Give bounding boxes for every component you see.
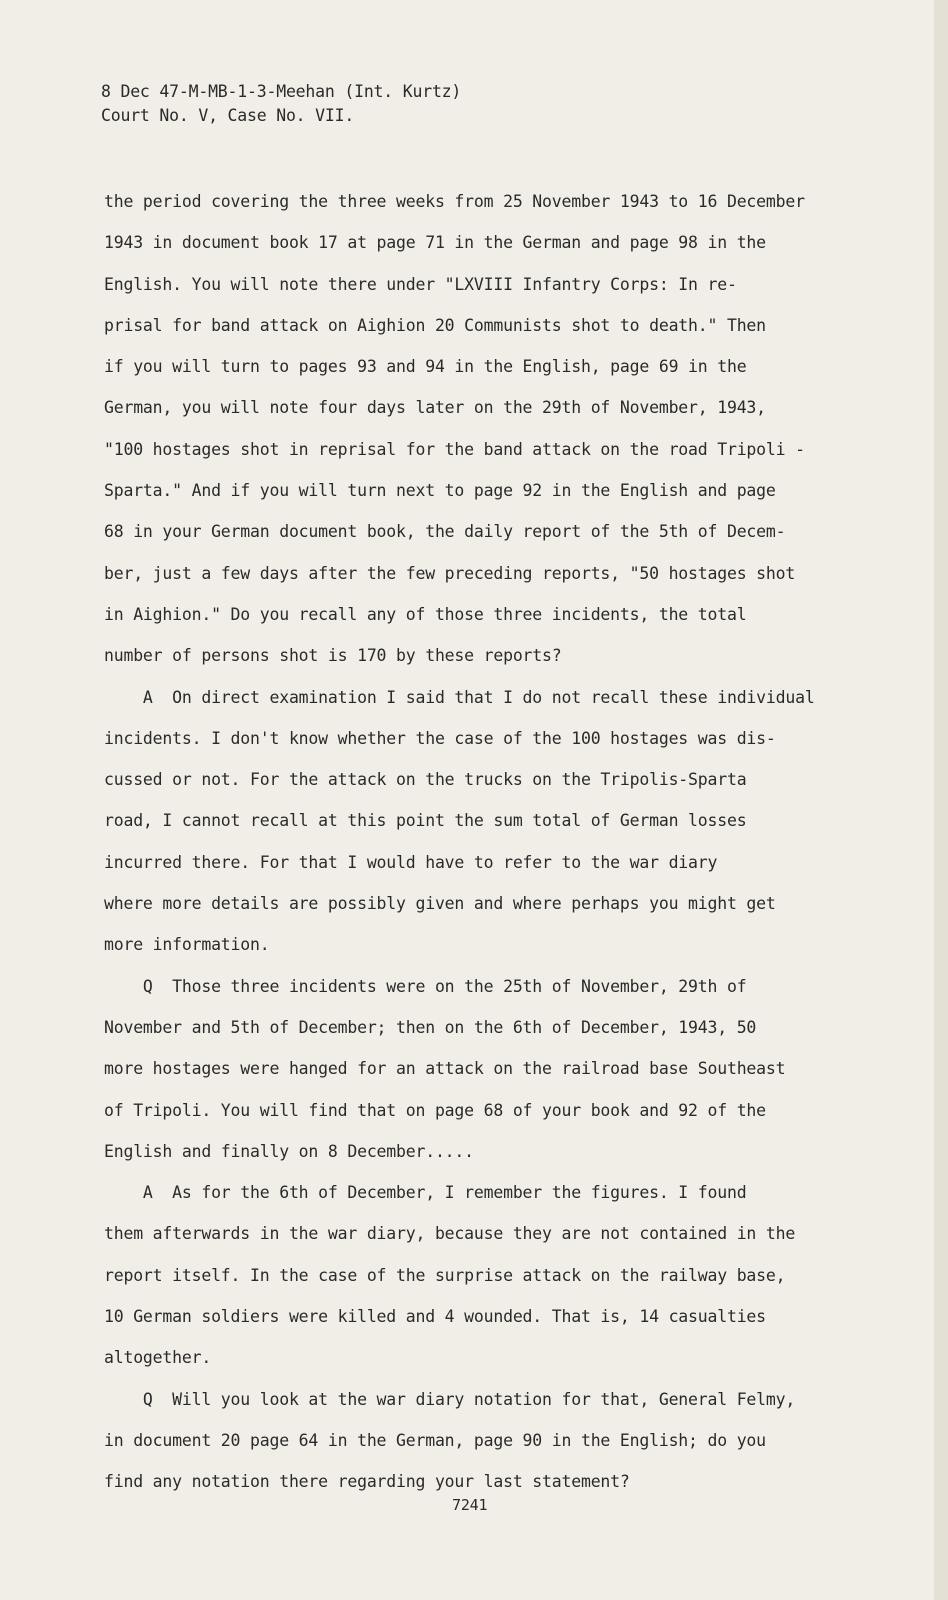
transcript-line: them afterwards in the war diary, because they are not contained in the <box>104 1224 796 1244</box>
transcript-line: report itself. In the case of the surprise attack on the railway base, <box>104 1265 786 1285</box>
transcript-line: Sparta." And if you will turn next to page 92 in the English and page <box>104 481 776 501</box>
transcript-line: the period covering the three weeks from 25 November 1943 to 16 December <box>104 192 805 211</box>
transcript-line: more information. <box>104 935 270 955</box>
transcript-line: altogether. <box>104 1348 212 1368</box>
transcript-line: "100 hostages shot in reprisal for the band attack on the road Tripoli - <box>104 439 805 459</box>
transcript-line: where more details are possibly given and where perhaps you might get <box>104 894 776 914</box>
transcript-line: number of persons shot is 170 by these reports? <box>104 646 562 666</box>
transcript-line: November and 5th of December; then on the 6th of December, 1943, 50 <box>104 1017 757 1037</box>
transcript-line: in Aighion." Do you recall any of those three incidents, the total <box>104 604 747 624</box>
transcript-line: if you will turn to pages 93 and 94 in the English, page 69 in the <box>104 357 747 377</box>
transcript-body <box>104 181 874 1503</box>
transcript-line: incidents. I don't know whether the case of the 100 hostages was dis- <box>104 728 776 748</box>
transcript-line: of Tripoli. You will find that on page 68 of your book and 92 of the <box>104 1100 766 1120</box>
transcript-line: English and finally on 8 December..... <box>104 1141 474 1161</box>
transcript-line: German, you will note four days later on the 29th of November, 1943, <box>104 398 766 418</box>
transcript-line: 10 German soldiers were killed and 4 wounded. That is, 14 casualties <box>104 1307 766 1327</box>
question-line: Q Will you look at the war diary notation for that, General Felmy, <box>104 1389 796 1409</box>
transcript-line: cussed or not. For the attack on the trucks on the Tripolis-Sparta <box>104 770 747 790</box>
header-line-session: 8 Dec 47-M-MB-1-3-Meehan (Int. Kurtz) <box>101 82 462 101</box>
transcript-line: 1943 in document book 17 at page 71 in the German and page 98 in the <box>104 233 766 253</box>
answer-line: A As for the 6th of December, I remember the figures. I found <box>104 1183 747 1203</box>
transcript-line: incurred there. For that I would have to refer to the war diary <box>104 852 718 872</box>
transcript-line: English. You will note there under "LXVIII Infantry Corps: In re- <box>104 274 737 294</box>
transcript-line: ber, just a few days after the few preceding reports, "50 hostages shot <box>104 563 796 583</box>
document-header <box>101 80 461 128</box>
page-number: 7241 <box>452 1496 488 1514</box>
transcript-line: find any notation there regarding your last statement? <box>104 1472 630 1492</box>
transcript-line: road, I cannot recall at this point the sum total of German losses <box>104 811 747 831</box>
transcript-line: 68 in your German document book, the daily report of the 5th of Decem- <box>104 522 786 542</box>
answer-line: A On direct examination I said that I do not recall these individual <box>104 687 815 707</box>
question-line: Q Those three incidents were on the 25th of November, 29th of <box>104 976 747 996</box>
header-line-court: Court No. V, Case No. VII. <box>101 106 355 125</box>
transcript-line: in document 20 page 64 in the German, page 90 in the English; do you <box>104 1430 766 1450</box>
transcript-line: more hostages were hanged for an attack on the railroad base Southeast <box>104 1059 786 1079</box>
transcript-line: prisal for band attack on Aighion 20 Communists shot to death." Then <box>104 315 766 335</box>
